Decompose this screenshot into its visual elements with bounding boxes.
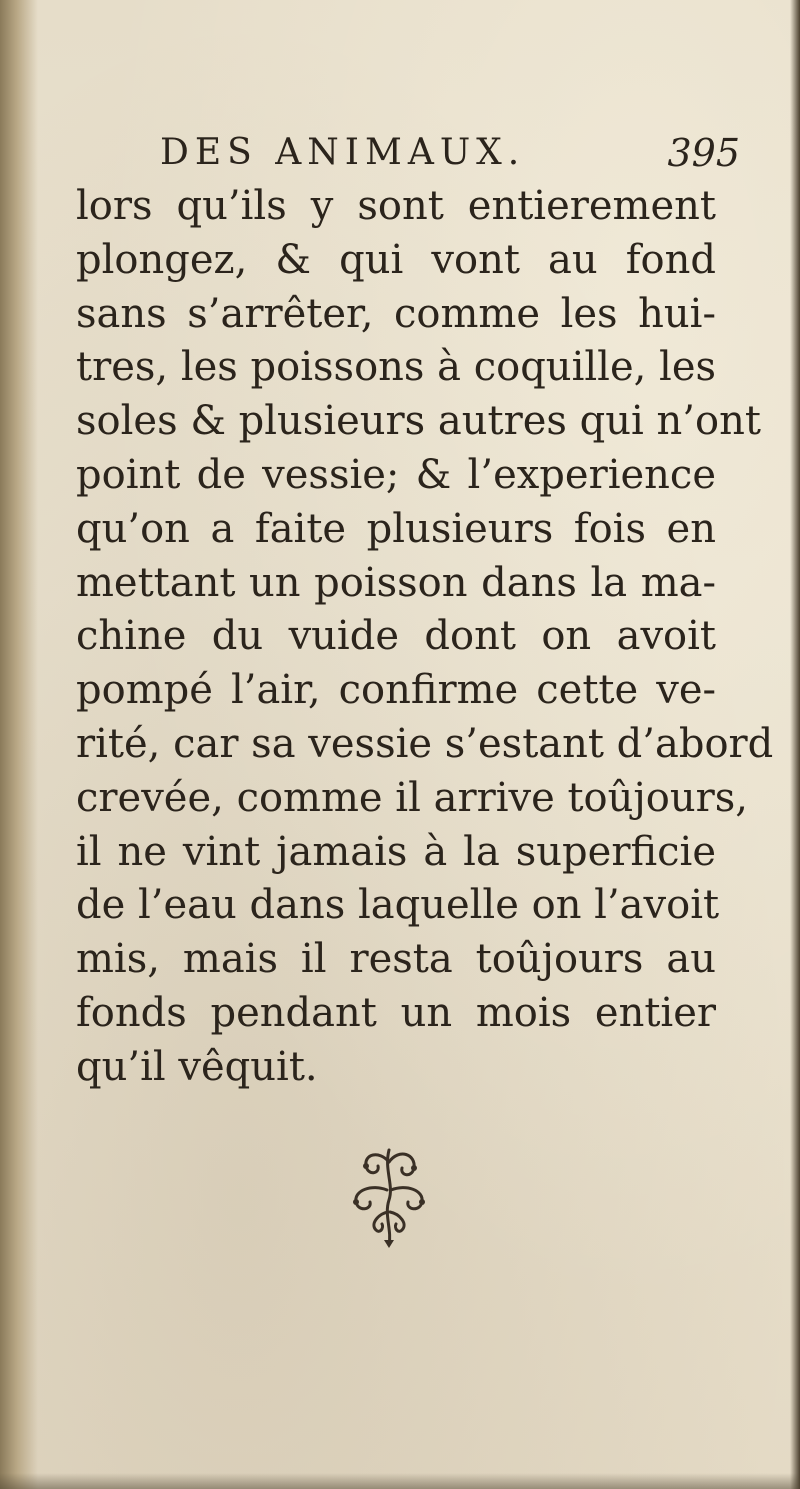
text-line: il ne vint jamais à la superficie	[76, 828, 716, 875]
text-line: soles & plusieurs autres qui n’ont	[76, 398, 761, 445]
text-line: tres, les poissons à coquille, les	[76, 344, 717, 391]
page-number: 395	[667, 131, 740, 175]
binding-shadow	[0, 0, 38, 1489]
text-line: fonds pendant un mois entier	[76, 989, 716, 1036]
text-line: mettant un poisson dans la ma-	[76, 559, 716, 606]
text-line: de l’eau dans laquelle on l’avoit	[76, 882, 720, 929]
text-line: mis, mais il resta toûjours au	[76, 936, 716, 983]
text-line: rité, car sa vessie s’estant d’abord	[76, 720, 774, 767]
text-line: point de vessie; & l’experience	[76, 451, 716, 498]
page-bottom-edge	[0, 1473, 800, 1489]
text-line: plongez, & qui vont au fond	[76, 236, 716, 283]
text-line: pompé l’air, confirme cette ve-	[76, 667, 716, 714]
text-line: sans s’arrêter, comme les hui-	[76, 290, 716, 337]
text-line: qu’il vêquit.	[76, 1043, 318, 1090]
text-line: chine du vuide dont on avoit	[76, 613, 716, 660]
body-text	[76, 180, 774, 1095]
page-header	[160, 128, 740, 178]
text-line: qu’on a faite plusieurs fois en	[76, 505, 716, 552]
page-edge	[790, 0, 800, 1489]
fleuron-icon	[344, 1140, 434, 1250]
text-line: crevée, comme il arrive toûjours,	[76, 774, 748, 821]
running-head: DES ANIMAUX.	[160, 132, 526, 173]
text-line: lors qu’ils y sont entierement	[76, 183, 716, 229]
